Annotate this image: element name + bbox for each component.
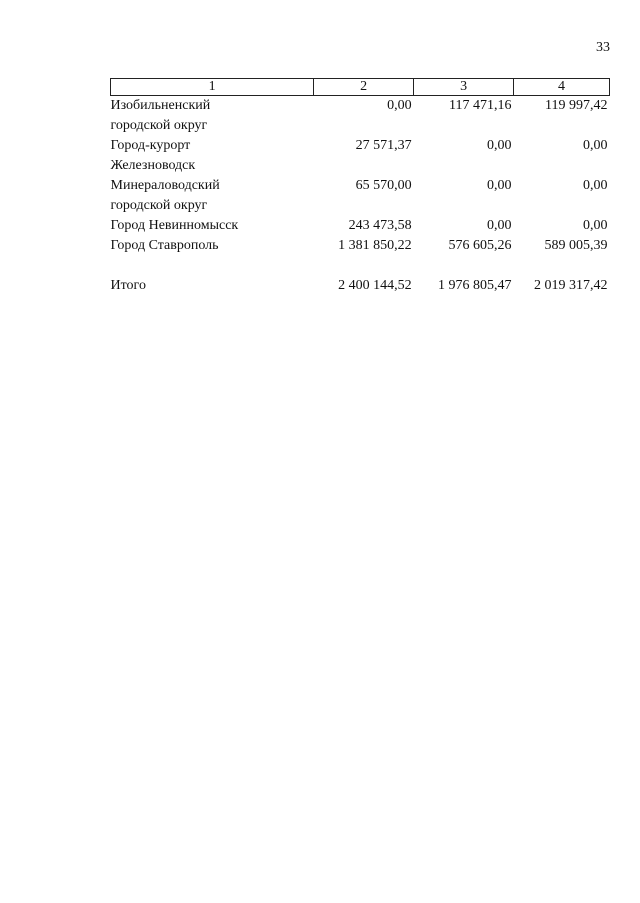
table-row — [111, 176, 610, 216]
row-name-line1: Город Ставрополь — [110, 238, 219, 253]
table-row — [111, 216, 610, 236]
total-col-4: 2 019 317,42 — [534, 278, 608, 293]
cell-col-3: 0,00 — [487, 218, 512, 233]
table-header-row — [111, 79, 610, 96]
table-row — [111, 96, 610, 137]
table-row — [111, 236, 610, 256]
row-name — [111, 216, 314, 236]
total-col-3: 1 976 805,47 — [438, 278, 512, 293]
cell-col-4: 0,00 — [583, 218, 608, 233]
cell-col-2: 0,00 — [387, 98, 412, 113]
cell-col-4: 589 005,39 — [544, 238, 608, 253]
header-col-2: 2 — [314, 79, 414, 96]
cell-col-3: 0,00 — [487, 178, 512, 193]
cell-col-4: 119 997,42 — [545, 98, 608, 113]
data-table — [110, 78, 610, 296]
row-name — [111, 96, 314, 137]
cell-col-4: 0,00 — [583, 138, 608, 153]
cell-col-3: 576 605,26 — [448, 238, 512, 253]
row-name — [111, 176, 314, 216]
cell-col-2: 65 570,00 — [355, 178, 412, 193]
cell-col-3: 0,00 — [487, 138, 512, 153]
table-row — [111, 136, 610, 176]
header-col-4: 4 — [514, 79, 610, 96]
total-col-2: 2 400 144,52 — [338, 278, 412, 293]
page-number: 33 — [596, 40, 610, 55]
spacer-cell — [111, 256, 610, 276]
cell-col-3: 117 471,16 — [449, 98, 512, 113]
row-name-line1: Изобильненский — [110, 98, 211, 113]
row-name-line2: городской округ — [110, 118, 208, 133]
cell-col-4: 0,00 — [583, 178, 608, 193]
row-name-line1: Город-курорт — [110, 138, 191, 153]
table-total-row — [111, 276, 610, 296]
cell-col-2: 1 381 850,22 — [338, 238, 412, 253]
row-name — [111, 136, 314, 176]
row-name — [111, 236, 314, 256]
row-name-line1: Минераловодский — [110, 178, 220, 193]
row-name-line1: Город Невинномысск — [110, 218, 239, 233]
row-name-line2: Железноводск — [110, 158, 196, 173]
row-name-line2: городской округ — [110, 198, 208, 213]
header-col-3: 3 — [414, 79, 514, 96]
cell-col-2: 243 473,58 — [348, 218, 412, 233]
total-label: Итого — [110, 278, 146, 293]
cell-col-2: 27 571,37 — [355, 138, 412, 153]
header-col-1: 1 — [111, 79, 314, 96]
table-spacer-row — [111, 256, 610, 276]
